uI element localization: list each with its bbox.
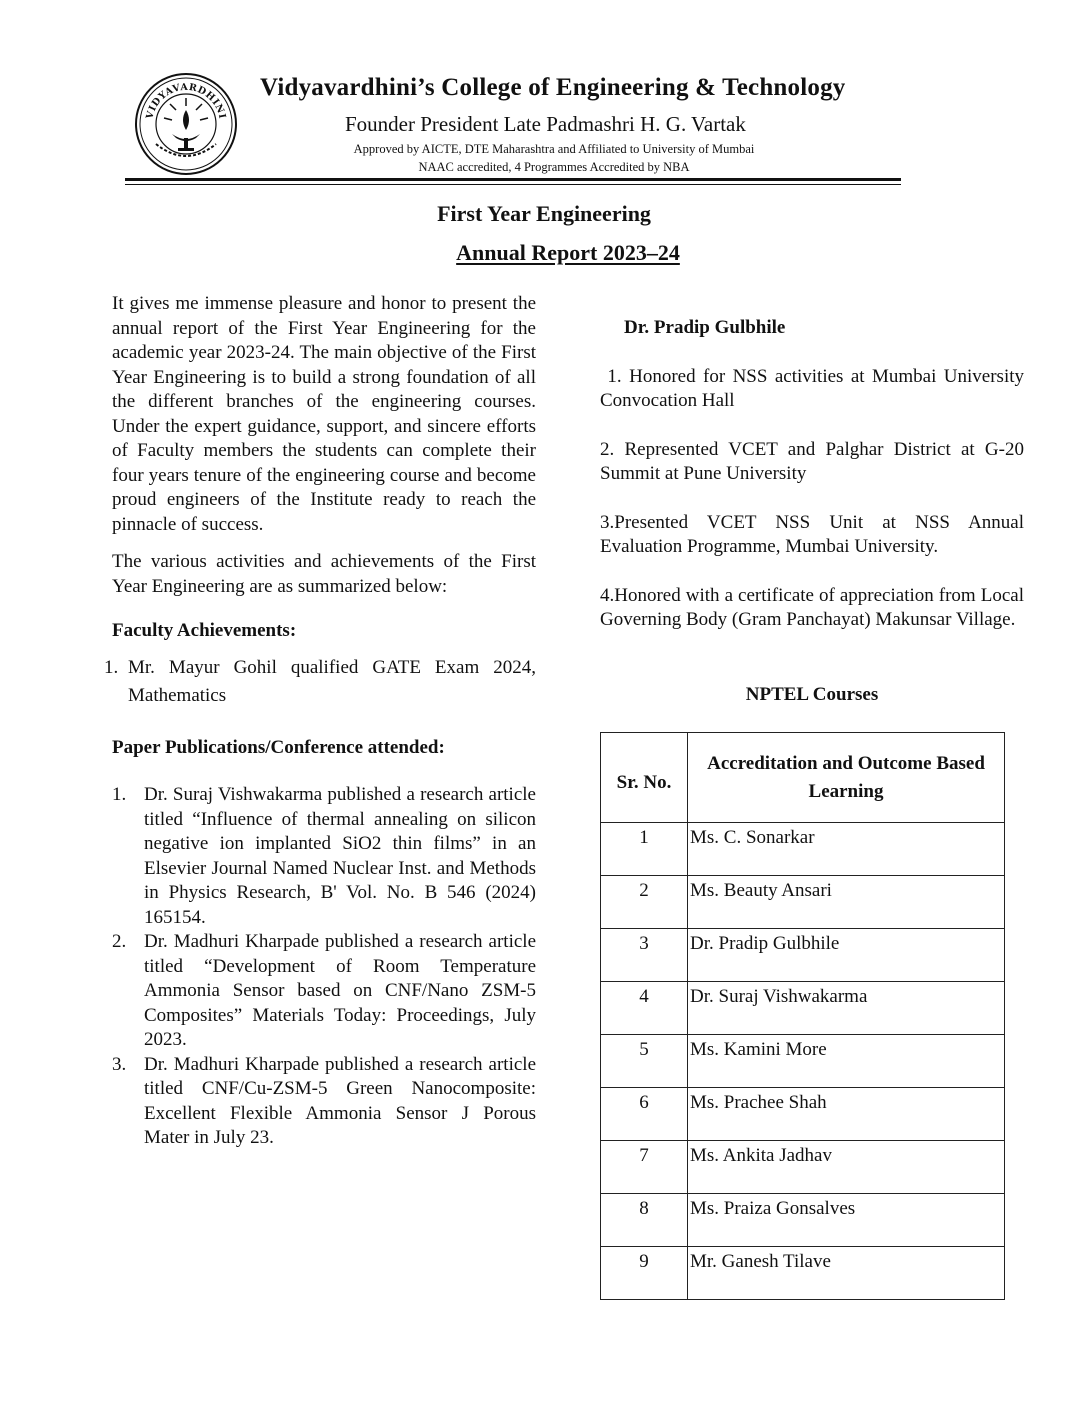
- publications-heading: Paper Publications/Conference attended:: [112, 736, 445, 758]
- college-name: Vidyavardhini’s College of Engineering & Technology: [260, 74, 846, 101]
- table-row: [601, 876, 1005, 929]
- list-text: Mr. Mayur Gohil qualified GATE Exam 2024, Mathematics: [128, 656, 536, 706]
- cell-sr-no: 4: [601, 982, 688, 1035]
- table-row: [601, 1194, 1005, 1247]
- list-number: 2.: [112, 931, 127, 952]
- pradip-item: 2. Represented VCET and Palghar District at G-20 Summit at Pune University: [600, 438, 1024, 484]
- list-number: 1.: [112, 784, 127, 805]
- approval-line: Approved by AICTE, DTE Maharashtra and Affiliated to University of Mumbai: [353, 142, 755, 156]
- cell-sr-no: 3: [601, 929, 688, 982]
- cell-name: Dr. Pradip Gulbhile: [688, 929, 1005, 982]
- founder-line: Founder President Late Padmashri H. G. Vartak: [345, 112, 746, 136]
- table-row: [601, 929, 1005, 982]
- cell-sr-no: 8: [601, 1194, 688, 1247]
- cell-name: Dr. Suraj Vishwakarma: [688, 982, 1005, 1035]
- cell-name: Ms. Kamini More: [688, 1035, 1005, 1088]
- list-item: [104, 654, 536, 710]
- cell-sr-no: 1: [601, 823, 688, 876]
- document-subtitle: [0, 240, 1088, 266]
- document-subtitle-text: Annual Report 2023–24: [456, 240, 680, 265]
- faculty-achievements-list: [104, 654, 536, 710]
- list-text: Dr. Suraj Vishwakarma published a research article titled “Influence of thermal annealing on silicon negative ion implanted SiO2 thin films” in an Elsevier Journal Named Nuclear Inst. and Methods in Physics Research, B' Vol. No. B 546 (2024) 165154.: [144, 784, 536, 928]
- intro-paragraph: It gives me immense pleasure and honor to present the annual report of the First Year Engineering for the academic year 2023-24. The main objective of the First Year Engineering is to build a strong foundation of all the different branches of the engineering courses. Under the expert guidance, support, and sincere efforts of Faculty members the students can complete their four years tenure of the engineering course and become proud engineers of the Institute ready to reach the pinnacle of success.: [112, 293, 536, 535]
- publications-list: [112, 783, 536, 1151]
- table-row: [601, 823, 1005, 876]
- cell-sr-no: 9: [601, 1247, 688, 1300]
- pradip-item: 1. Honored for NSS activities at Mumbai University Convocation Hall: [600, 365, 1029, 411]
- cell-name: Mr. Ganesh Tilave: [688, 1247, 1005, 1300]
- nptel-title: NPTEL Courses: [745, 684, 879, 705]
- table-header-row: [601, 733, 1005, 823]
- column-header-sr-no: Sr. No.: [601, 733, 688, 823]
- pradip-item: 4.Honored with a certificate of appreciation from Local Governing Body (Gram Panchayat) Makunsar Village.: [600, 584, 1024, 630]
- list-text: Dr. Madhuri Kharpade published a research article titled CNF/Cu-ZSM-5 Green Nanocomposite: Excellent Flexible Ammonia Sensor J Porous Mater in July 23.: [144, 1053, 536, 1148]
- list-item: [112, 1053, 536, 1151]
- column-header-course: Accreditation and Outcome Based Learning: [688, 733, 1005, 823]
- header-divider-thick: [125, 178, 901, 181]
- list-item: [112, 783, 536, 930]
- list-item: [112, 930, 536, 1053]
- faculty-achievements-heading: Faculty Achievements:: [112, 620, 297, 641]
- right-column: [600, 316, 1029, 633]
- cell-name: Ms. Beauty Ansari: [688, 876, 1005, 929]
- cell-name: Ms. Praiza Gonsalves: [688, 1194, 1005, 1247]
- table-row: [601, 1035, 1005, 1088]
- pradip-heading: Dr. Pradip Gulbhile: [624, 317, 786, 338]
- cell-sr-no: 2: [601, 876, 688, 929]
- table-row: [601, 1141, 1005, 1194]
- table-row: [601, 1088, 1005, 1141]
- document-title: First Year Engineering: [437, 201, 651, 226]
- table-row: [601, 1247, 1005, 1300]
- cell-name: Ms. C. Sonarkar: [688, 823, 1005, 876]
- cell-name: Ms. Ankita Jadhav: [688, 1141, 1005, 1194]
- summary-paragraph: The various activities and achievements of the First Year Engineering are as summarized below:: [112, 551, 536, 597]
- cell-sr-no: 5: [601, 1035, 688, 1088]
- list-number: 3.: [112, 1053, 127, 1075]
- list-text: Dr. Madhuri Kharpade published a research article titled “Development of Room Temperature Ammonia Sensor based on CNF/Nano ZSM-5 Composites” Materials Today: Proceedings, July 2023.: [144, 931, 536, 1050]
- nptel-table: [600, 732, 1005, 1300]
- cell-sr-no: 7: [601, 1141, 688, 1194]
- cell-sr-no: 6: [601, 1088, 688, 1141]
- accreditation-line: NAAC accredited, 4 Programmes Accredited by NBA: [418, 160, 690, 174]
- header-divider-thin: [125, 184, 901, 185]
- pradip-item: 3.Presented VCET NSS Unit at NSS Annual Evaluation Programme, Mumbai University.: [600, 511, 1024, 557]
- svg-text:VIDYAVARDHINI: VIDYAVARDHINI: [144, 81, 228, 121]
- left-column: [104, 292, 536, 1151]
- cell-name: Ms. Prachee Shah: [688, 1088, 1005, 1141]
- table-row: [601, 982, 1005, 1035]
- list-number: 1.: [104, 656, 119, 678]
